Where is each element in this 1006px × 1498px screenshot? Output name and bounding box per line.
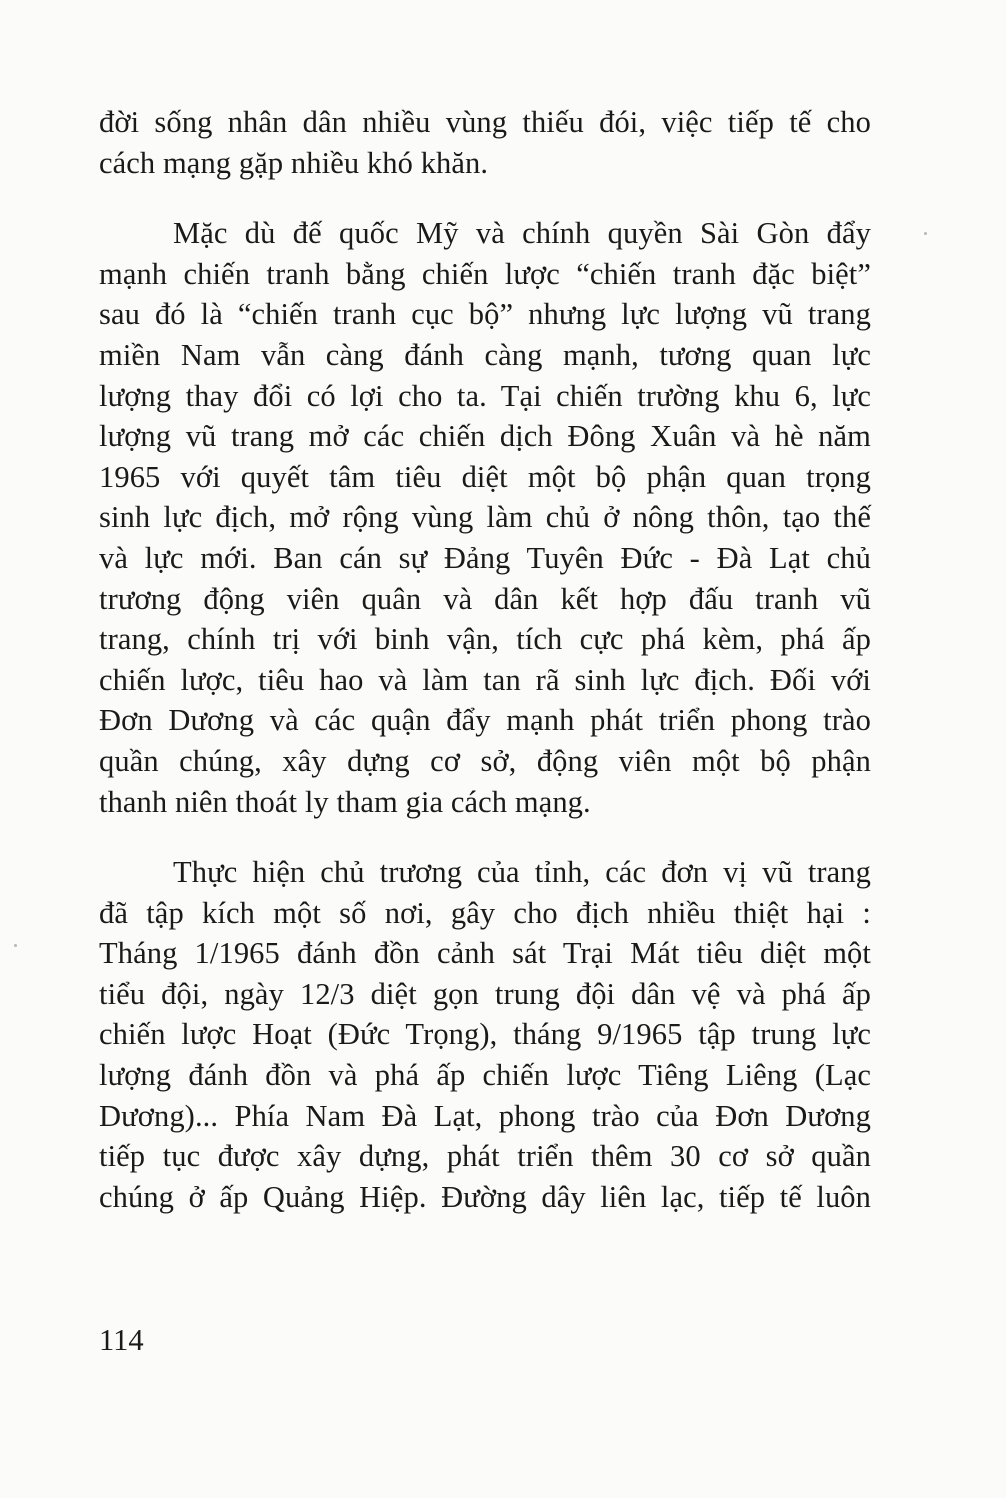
text-line: Đơn Dương và các quận đẩy mạnh phát triển phong trào [99,703,871,738]
text-line: tiếp tục được xây dựng, phát triển thêm 30 cơ sở quần [99,1139,871,1174]
text-line: chiến lược Hoạt (Đức Trọng), tháng 9/1965 tập trung lực [99,1017,871,1052]
text-line: Mặc dù đế quốc Mỹ và chính quyền Sài Gòn đẩy [173,216,871,251]
text-line: thanh niên thoát ly tham gia cách mạng. [99,784,591,819]
paragraph-gap [99,822,871,852]
paragraph [99,213,871,822]
body-text [99,102,871,1217]
scan-speck [14,944,17,947]
text-line: mạnh chiến tranh bằng chiến lược “chiến tranh đặc biệt” [99,256,871,291]
text-line: tiểu đội, ngày 12/3 diệt gọn trung đội dân vệ và phá ấp [99,976,871,1011]
text-line: lượng thay đổi có lợi cho ta. Tại chiến trường khu 6, lực [99,378,871,413]
text-line: Tháng 1/1965 đánh đồn cảnh sát Trại Mát tiêu diệt một [99,936,871,971]
text-line: và lực mới. Ban cán sự Đảng Tuyên Đức - Đà Lạt chủ [99,540,871,575]
text-line: lượng vũ trang mở các chiến dịch Đông Xuân và hè năm [99,419,871,454]
text-line: Dương)... Phía Nam Đà Lạt, phong trào của Đơn Dương [99,1098,871,1133]
text-line: đời sống nhân dân nhiều vùng thiếu đói, việc tiếp tế cho [99,105,871,139]
page-number: 114 [99,1323,144,1357]
text-line: Thực hiện chủ trương của tỉnh, các đơn vị vũ trang [173,855,871,890]
text-line: miền Nam vẫn càng đánh càng mạnh, tương quan lực [99,337,871,372]
paragraph [99,102,871,183]
text-line: cách mạng gặp nhiều khó khăn. [99,145,489,180]
text-line: quần chúng, xây dựng cơ sở, động viên một bộ phận [99,743,871,778]
text-line: chúng ở ấp Quảng Hiệp. Đường dây liên lạc, tiếp tế luôn [99,1179,871,1214]
text-line: sinh lực địch, mở rộng vùng làm chủ ở nông thôn, tạo thế [99,500,871,535]
paragraph-gap [99,183,871,213]
scan-speck [924,232,927,235]
text-line: sau đó là “chiến tranh cục bộ” nhưng lực lượng vũ trang [99,297,871,332]
text-line: đã tập kích một số nơi, gây cho địch nhiều thiệt hại : [99,895,871,930]
paragraph [99,852,871,1217]
text-line: trương động viên quân và dân kết hợp đấu tranh vũ [99,581,871,616]
text-line: chiến lược, tiêu hao và làm tan rã sinh lực địch. Đối với [99,662,871,697]
text-line: lượng đánh đồn và phá ấp chiến lược Tiêng Liêng (Lạc [99,1058,871,1093]
text-line: trang, chính trị với binh vận, tích cực phá kèm, phá ấp [99,622,871,657]
text-line: 1965 với quyết tâm tiêu diệt một bộ phận quan trọng [99,459,871,494]
